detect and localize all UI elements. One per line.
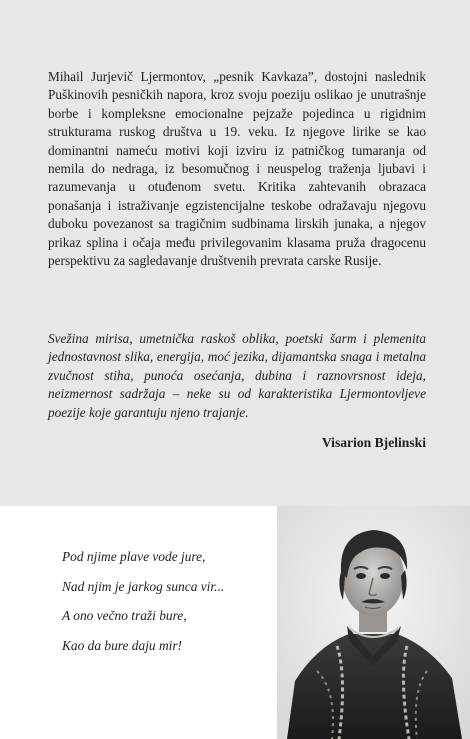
poem-excerpt [62,548,224,666]
author-portrait [277,506,470,739]
poem-line: A ono večno traži bure, [62,608,187,623]
quote-author: Visarion Bjelinski [321,435,426,450]
poem-line: Nad njim je jarkog sunca vir... [62,578,225,594]
poem-line: Pod njime plave vode jure, [62,549,206,564]
intro-paragraph: Mihail Jurjevič Ljermontov, „pesnik Kavkaza”, dostojni naslednik Puškinovih pesničkih napora, kroz svoju poeziju oslikao je unutrašnje borbe i kompleksne emocionalne pejzaže pojedinca u rigidnim strukturama ruskog društva u 19. veku. Iz njegove lirike se kao dominantni nameću motivi koji izviru iz patničkog tumaranja od nemila do nedraga, iz besomučnog i neuspelog traženja ljubavi i razumevanja u otuđenom svetu. Kritika zahtevanih obrazaca ponašanja i istraživanje egzistencijalne teskobe odražavaju njegovu duboku povezanost sa tragičnim sudbinama lirskih junaka, a njegov prikaz splina i očaja među privilegovanim klasama pruža dragocenu perspektivu za sagledavanje društvenih prevrata carske Rusije. [48,69,426,269]
poem-line: Kao da bure daju mir! [62,637,183,653]
critic-quote: Svežina mirisa, umetnička raskoš oblika, poetski šarm i plemenita jednostavnost slika, energija, moć jezika, dijamantska snaga i metalna zvučnost stiha, punoća osećanja, dubina i raznovrsnost ideja, neizmernost sadržaja – neke su od karakteristika Ljermontovljeve poezije koje garantuju njeno trajanje. [48,331,426,420]
